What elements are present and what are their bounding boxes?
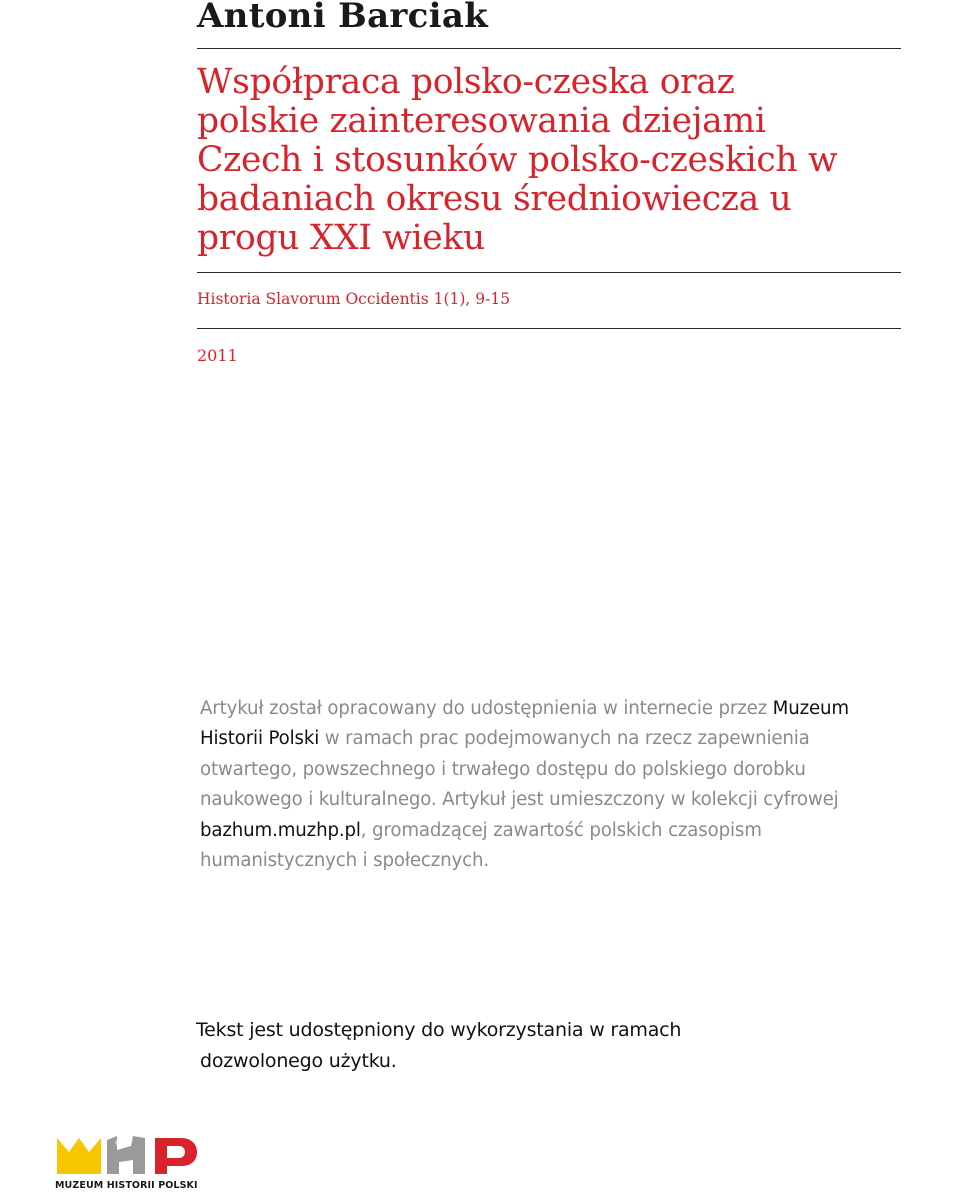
- collection-link[interactable]: bazhum.muzhp.pl: [200, 819, 361, 841]
- source-divider: [197, 328, 901, 329]
- usage-statement: [196, 1015, 816, 1077]
- author-name: Antoni Barciak: [197, 0, 489, 36]
- digitization-notice: [200, 694, 900, 876]
- notice-text: w ramach prac podejmowanych na rzecz zapewnienia otwartego, powszechnego i trwałego dostępu do polskiego dorobku naukowego i kulturalnego. Artykuł jest umieszczony w kolekcji cyfrowej: [200, 728, 839, 811]
- notice-text: , gromadzącej zawartość polskich czasopism humanistycznych i społecznych.: [200, 819, 762, 872]
- journal-source: Historia Slavorum Occidentis 1(1), 9-15: [197, 290, 511, 308]
- article-title: [197, 63, 897, 258]
- top-divider: [197, 48, 901, 49]
- title-line: Czech i stosunków polsko-czeskich w: [197, 140, 838, 180]
- title-line: polskie zainteresowania dziejami: [197, 101, 766, 141]
- title-divider: [197, 272, 901, 273]
- title-line: Współpraca polsko-czeska oraz: [197, 62, 735, 102]
- publication-year: 2011: [197, 346, 238, 365]
- logo-crown-shape: [57, 1138, 101, 1174]
- museum-name: Muzeum Historii Polski: [200, 698, 849, 750]
- usage-line: Tekst jest udostępniony do wykorzystania w ramach: [196, 1019, 682, 1041]
- usage-line: dozwolonego użytku.: [200, 1050, 397, 1072]
- title-line: progu XXI wieku: [197, 218, 485, 258]
- notice-text: Artykuł został opracowany do udostępnienia w internecie przez: [200, 698, 773, 719]
- logo-label: MUZEUM HISTORII POLSKI: [55, 1180, 198, 1191]
- logo-p-shape: [155, 1138, 197, 1174]
- title-line: badaniach okresu średniowiecza u: [197, 179, 792, 219]
